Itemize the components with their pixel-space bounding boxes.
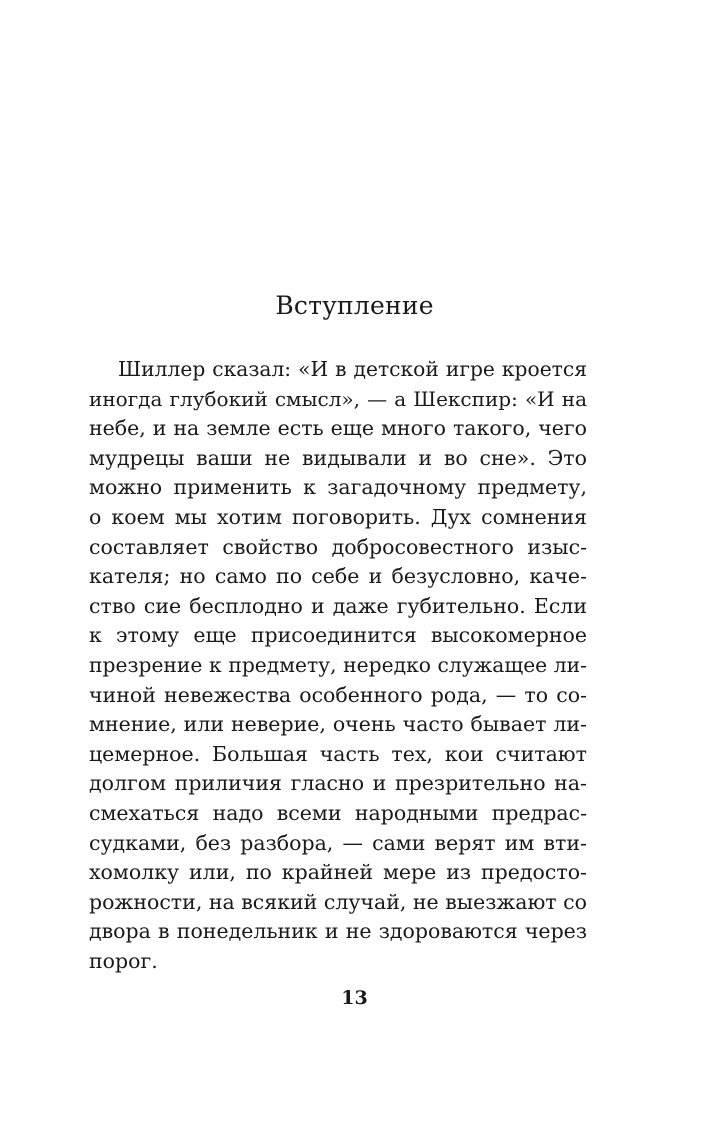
- text-line: мнение, или неверие, очень часто бывает ли-: [89, 712, 587, 737]
- text-line: презрение к предмету, нередко служащее ли-: [89, 652, 587, 677]
- text-line: небе, и на земле есть еще много такого, чего: [89, 416, 587, 441]
- text-line: иногда глубокий смысл», — а Шекспир: «И на: [89, 386, 587, 411]
- text-line: мудрецы ваши не видывали и во сне». Это: [89, 445, 587, 470]
- text-line: чиной невежества особенного рода, — то со-: [89, 682, 587, 707]
- text-line: ство сие бесплодно и даже губительно. Если: [89, 593, 587, 618]
- text-line: цемерное. Большая часть тех, кои считают: [89, 741, 587, 766]
- text-line: к этому еще присоединится высокомерное: [89, 623, 587, 648]
- text-line: смехаться надо всеми народными предрас-: [89, 800, 587, 825]
- text-line: долгом приличия гласно и презрительно на-: [89, 771, 587, 796]
- text-line: судками, без разбора, — сами верят им вти-: [89, 830, 587, 855]
- text-line: двора в понедельник и не здороваются через: [89, 919, 587, 944]
- text-line: порог.: [89, 948, 158, 973]
- text-line: о коем мы хотим поговорить. Дух сомнения: [89, 504, 587, 529]
- text-line: составляет свойство добросовестного изыс-: [89, 534, 587, 559]
- text-line: хомолку или, по крайней мере из предосто-: [89, 860, 587, 885]
- page-number: 13: [341, 987, 368, 1009]
- text-line: кателя; но само по себе и безусловно, каче-: [89, 564, 587, 589]
- text-line: рожности, на всякий случай, не выезжают со: [89, 889, 587, 914]
- body-paragraph: [89, 355, 587, 976]
- chapter-title: Вступление: [275, 291, 434, 320]
- text-line: можно применить к загадочному предмету,: [89, 475, 587, 500]
- text-line: Шиллер сказал: «И в детской игре кроется: [118, 357, 587, 381]
